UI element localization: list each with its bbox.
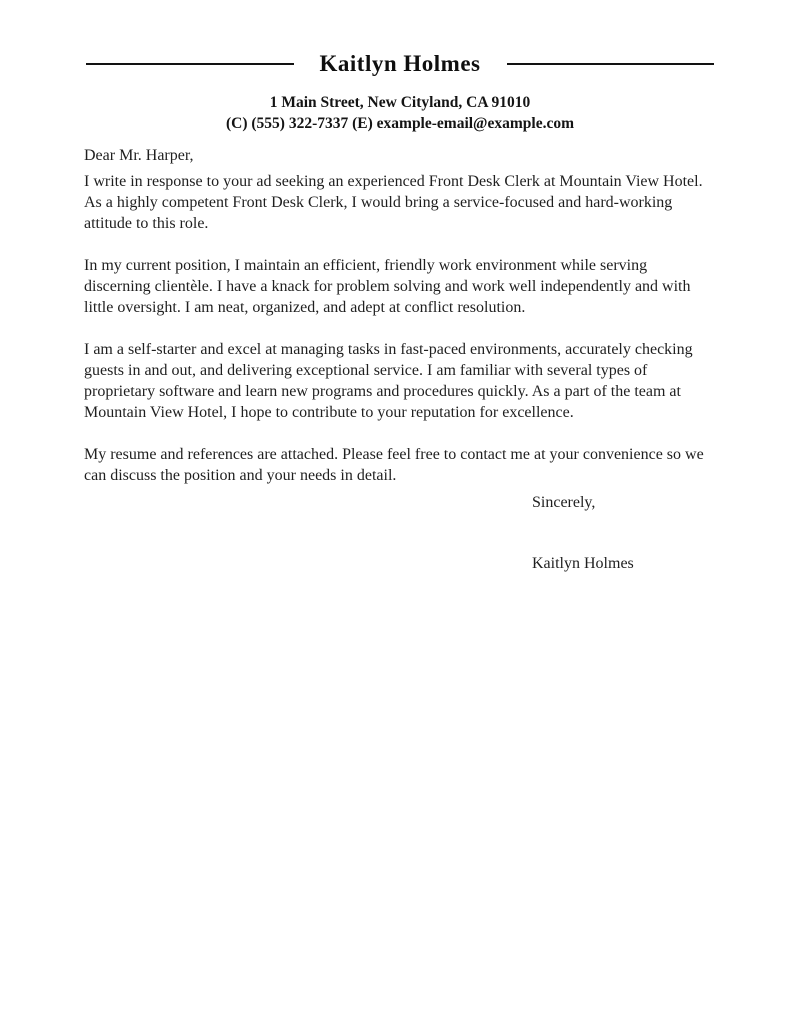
body-paragraph-2: In my current position, I maintain an efficient, friendly work environment while serving discerning clientèle. I have a knack for problem solving and work well independently and with little oversight. I am neat, organized, and adept at conflict resolution. (84, 257, 691, 316)
closing: Sincerely, (532, 494, 596, 511)
letter-body (84, 145, 716, 574)
body-paragraph-3: I am a self-starter and excel at managing tasks in fast-paced environments, accurately checking guests in and out, and delivering exceptional service. I am familiar with several types of proprietary software and learn new programs and procedures quickly. As a part of the team at Mountain View Hotel, I hope to contribute to your reputation for excellence. (84, 341, 693, 421)
signature-name: Kaitlyn Holmes (532, 555, 634, 572)
address-line: 1 Main Street, New Cityland, CA 91010 (269, 94, 531, 111)
body-paragraph-4: My resume and references are attached. Please feel free to contact me at your convenience so we can discuss the position and your needs in detail. (84, 446, 704, 484)
contact-line: (C) (555) 322-7337 (E) example-email@example.com (225, 115, 574, 132)
page-title: Kaitlyn Holmes (319, 51, 481, 76)
contact-block (84, 92, 716, 134)
body-paragraph-1: I write in response to your ad seeking an experienced Front Desk Clerk at Mountain View Hotel. As a highly competent Front Desk Clerk, I would bring a service-focused and hard-working attitude to this role. (84, 173, 703, 232)
greeting: Dear Mr. Harper, (84, 147, 194, 164)
letterhead-rule-left (86, 63, 294, 65)
letterhead (86, 48, 714, 80)
letterhead-rule-right (507, 63, 715, 65)
